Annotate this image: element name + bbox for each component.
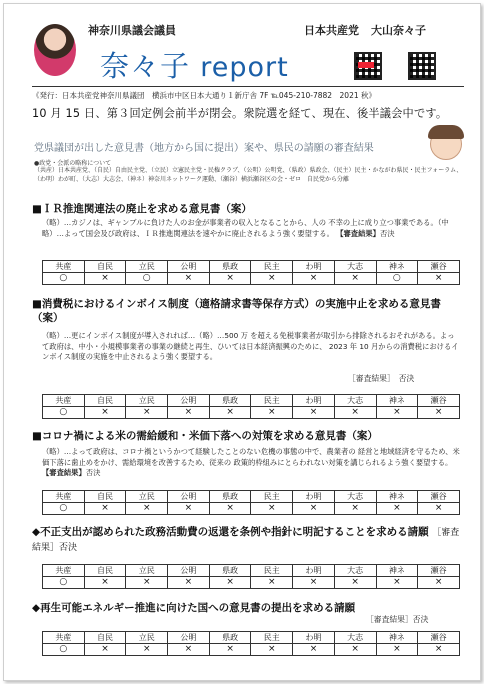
author-name: 大山奈々子 <box>371 24 426 37</box>
vote-table <box>42 490 460 515</box>
vote-cell: × <box>293 273 335 285</box>
party-legend: （共産）日本共産党、（自民）自由民主党、（立民）立憲民主党・民権クラブ、（公明）公明党、（県政）県政会、（民主）民主・かながわ県民・民主フォーラム、（わ明）わが町、（大志）大志会、（神ネ）神奈川ネットワーク運動、（瀬谷）横浜瀬谷区の会・ゼロ 自民党から分離 <box>34 167 463 183</box>
thinking-face-icon <box>430 128 462 160</box>
section-title: ■コロナ禍による米の需給緩和・米価下落への対策を求める意見書（案） <box>32 430 378 442</box>
result-value: 否決 <box>379 228 395 238</box>
party-header: 県政 <box>209 261 251 273</box>
party-header: 共産 <box>43 565 85 577</box>
vote-cell: × <box>84 577 126 589</box>
party-header: 大志 <box>334 395 376 407</box>
party-header: 共産 <box>43 395 85 407</box>
result-label: 【審査結果】 <box>336 228 380 238</box>
vote-table <box>42 564 460 589</box>
party-header: 瀬谷 <box>418 261 460 273</box>
newsletter-title <box>100 44 289 85</box>
party-header: 神ネ <box>376 632 418 644</box>
org-label: 神奈川県議会議員 <box>88 24 176 37</box>
party-header: 立民 <box>126 261 168 273</box>
vote-cell: × <box>84 407 126 419</box>
party-header: 立民 <box>126 491 168 503</box>
party-header: 公明 <box>168 632 210 644</box>
vote-table <box>42 631 460 656</box>
vote-cell: × <box>209 273 251 285</box>
party-header: 神ネ <box>376 261 418 273</box>
result-label: ［審査結果］ <box>348 374 391 383</box>
party-header: 県政 <box>209 491 251 503</box>
party-header: 立民 <box>126 565 168 577</box>
party-header: わ明 <box>293 565 335 577</box>
party-header: 瀬谷 <box>418 632 460 644</box>
qr-code-icon[interactable] <box>354 52 382 80</box>
vote-cell: × <box>376 503 418 515</box>
party-header: 瀬谷 <box>418 491 460 503</box>
vote-cell: × <box>376 407 418 419</box>
party-header: わ明 <box>293 632 335 644</box>
vote-cell: × <box>418 407 460 419</box>
section-title: ■消費税におけるインボイス制度（適格請求書等保存方式）の実施中止を求める意見書（案） <box>32 298 441 324</box>
result-line <box>366 614 428 625</box>
party-header: 公明 <box>168 395 210 407</box>
party-header: 神ネ <box>376 565 418 577</box>
party-header: 立民 <box>126 632 168 644</box>
vote-cell: × <box>418 644 460 656</box>
vote-cell: × <box>84 503 126 515</box>
party-name <box>304 22 426 38</box>
vote-table <box>42 260 460 285</box>
party-header: 立民 <box>126 395 168 407</box>
vote-cell: × <box>251 273 293 285</box>
vote-cell: × <box>209 503 251 515</box>
vote-cell: × <box>418 273 460 285</box>
party-header: 県政 <box>209 565 251 577</box>
party-header: 自民 <box>84 395 126 407</box>
header-divider <box>32 86 464 87</box>
vote-cell: ○ <box>43 407 85 419</box>
vote-cell: × <box>84 273 126 285</box>
section-title: ◆再生可能エネルギー推進に向けた国への意見書の提出を求める請願 <box>32 602 356 614</box>
vote-cell: × <box>126 407 168 419</box>
issue-info: 《発行：日本共産党神奈川県議団 横浜市中区日本大通り１新庁舎 7F ℡045-210-7882 2021 秋》 <box>32 91 377 100</box>
title-jp: 奈々子 <box>100 49 191 83</box>
vote-cell: × <box>418 577 460 589</box>
newsletter-page <box>3 3 481 681</box>
author-photo <box>34 24 76 76</box>
party-header: 大志 <box>334 632 376 644</box>
section-title-text: ◆不正支出が認められた政務活動費の返還を条例や指針に明記することを求める請願 <box>32 526 429 538</box>
vote-cell: × <box>168 503 210 515</box>
vote-cell: × <box>168 644 210 656</box>
headline: 10 月 15 日、第３回定例会前半が閉会。衆院選を経て、現在、後半議会中です。 <box>32 107 448 120</box>
party-header: 民主 <box>251 395 293 407</box>
result-label: 【審査結果】 <box>42 468 86 477</box>
vote-cell: × <box>293 644 335 656</box>
vote-cell: × <box>376 644 418 656</box>
section-title: ■ＩＲ推進関連法の廃止を求める意見書（案） <box>32 203 252 215</box>
vote-cell: ○ <box>376 273 418 285</box>
party-header: 民主 <box>251 632 293 644</box>
vote-cell: × <box>126 644 168 656</box>
legend-title: ●政党・会派の略称について <box>34 160 112 167</box>
vote-cell: × <box>209 577 251 589</box>
party-header: 自民 <box>84 632 126 644</box>
vote-cell: × <box>126 577 168 589</box>
party-header: 民主 <box>251 261 293 273</box>
party-header: 神ネ <box>376 395 418 407</box>
vote-cell: × <box>251 644 293 656</box>
party-header: 自民 <box>84 491 126 503</box>
section-body-text: （略）…よって政府は、コロナ禍というかつて経験したことのない危機の事態の中で、農業者の 経営と地域経済を守るため、米価下落に歯止めをかけ、需給環境を改善するため、従来の 政策的枠組みにとらわれない対策を講じられるよう強く要望する。 <box>42 447 460 467</box>
party-header: 大志 <box>334 565 376 577</box>
result-value: 否決 <box>85 468 101 477</box>
party-header: 瀬谷 <box>418 395 460 407</box>
party-header: わ明 <box>293 261 335 273</box>
party-header: 共産 <box>43 632 85 644</box>
vote-cell: × <box>168 407 210 419</box>
vote-cell: × <box>251 503 293 515</box>
vote-cell: × <box>334 503 376 515</box>
vote-cell: ○ <box>43 577 85 589</box>
result-label: ［審査結果］ <box>366 615 413 624</box>
section-body: （略）…更にインボイス制度が導入されれば…（略）…500 万 を超える免税事業者が取引から排除されるおそれがある。よって政府は、中小・小規模事業者の事業の継続と再生、ひいては日本経済振興のために、 2023 年 10 月からの消費税におけるインボイス制度の実施を中止されるよう強く要望する。 <box>42 331 459 361</box>
result-value: 否決 <box>398 374 415 383</box>
vote-cell: × <box>418 503 460 515</box>
party-header: 共産 <box>43 491 85 503</box>
party-label: 日本共産党 <box>304 24 359 37</box>
vote-cell: × <box>209 407 251 419</box>
party-header: 共産 <box>43 261 85 273</box>
party-header: 公明 <box>168 261 210 273</box>
party-header: 自民 <box>84 261 126 273</box>
vote-cell: × <box>251 577 293 589</box>
party-header: 神ネ <box>376 491 418 503</box>
party-header: 瀬谷 <box>418 565 460 577</box>
party-header: 公明 <box>168 565 210 577</box>
party-header: 公明 <box>168 491 210 503</box>
vote-cell: × <box>293 503 335 515</box>
vote-table <box>42 394 460 419</box>
section-body <box>42 218 460 239</box>
section-body <box>42 447 460 479</box>
vote-cell: × <box>334 273 376 285</box>
section-title <box>32 525 462 555</box>
party-header: 民主 <box>251 491 293 503</box>
vote-cell: × <box>84 644 126 656</box>
result-line <box>348 373 414 384</box>
party-header: 自民 <box>84 565 126 577</box>
qr-code-icon-2[interactable] <box>408 52 436 80</box>
party-header: 大志 <box>334 261 376 273</box>
vote-cell: × <box>168 577 210 589</box>
vote-cell: × <box>334 577 376 589</box>
vote-cell: × <box>168 273 210 285</box>
result-label: ［審査結果］ <box>32 528 460 553</box>
party-header: 民主 <box>251 565 293 577</box>
vote-cell: × <box>293 577 335 589</box>
party-header: 県政 <box>209 632 251 644</box>
vote-cell: ○ <box>126 273 168 285</box>
vote-cell: × <box>334 407 376 419</box>
party-header: わ明 <box>293 491 335 503</box>
intro-subhead: 党県議団が出した意見書（地方から国に提出）案や、県民の請願の審査結果 <box>34 143 374 154</box>
vote-cell: × <box>293 407 335 419</box>
vote-cell: ○ <box>43 503 85 515</box>
result-value: 否決 <box>412 615 429 624</box>
vote-cell: × <box>126 503 168 515</box>
party-header: わ明 <box>293 395 335 407</box>
party-header: 県政 <box>209 395 251 407</box>
vote-cell: ○ <box>43 273 85 285</box>
vote-cell: × <box>334 644 376 656</box>
vote-cell: × <box>251 407 293 419</box>
vote-cell: × <box>209 644 251 656</box>
title-en: report <box>200 52 289 83</box>
result-value: 否決 <box>59 543 78 553</box>
vote-cell: × <box>376 577 418 589</box>
vote-cell: ○ <box>43 644 85 656</box>
party-header: 大志 <box>334 491 376 503</box>
section-body-text: （略）…カジノは、ギャンブルに負けた人のお金が事業者の収入となることから、人の 不幸の上に成り立つ事業である。（中略）…よって国会及び政府は、ＩＲ推進関連法を速やかに廃止されるよう強く要望する。 <box>42 218 449 238</box>
